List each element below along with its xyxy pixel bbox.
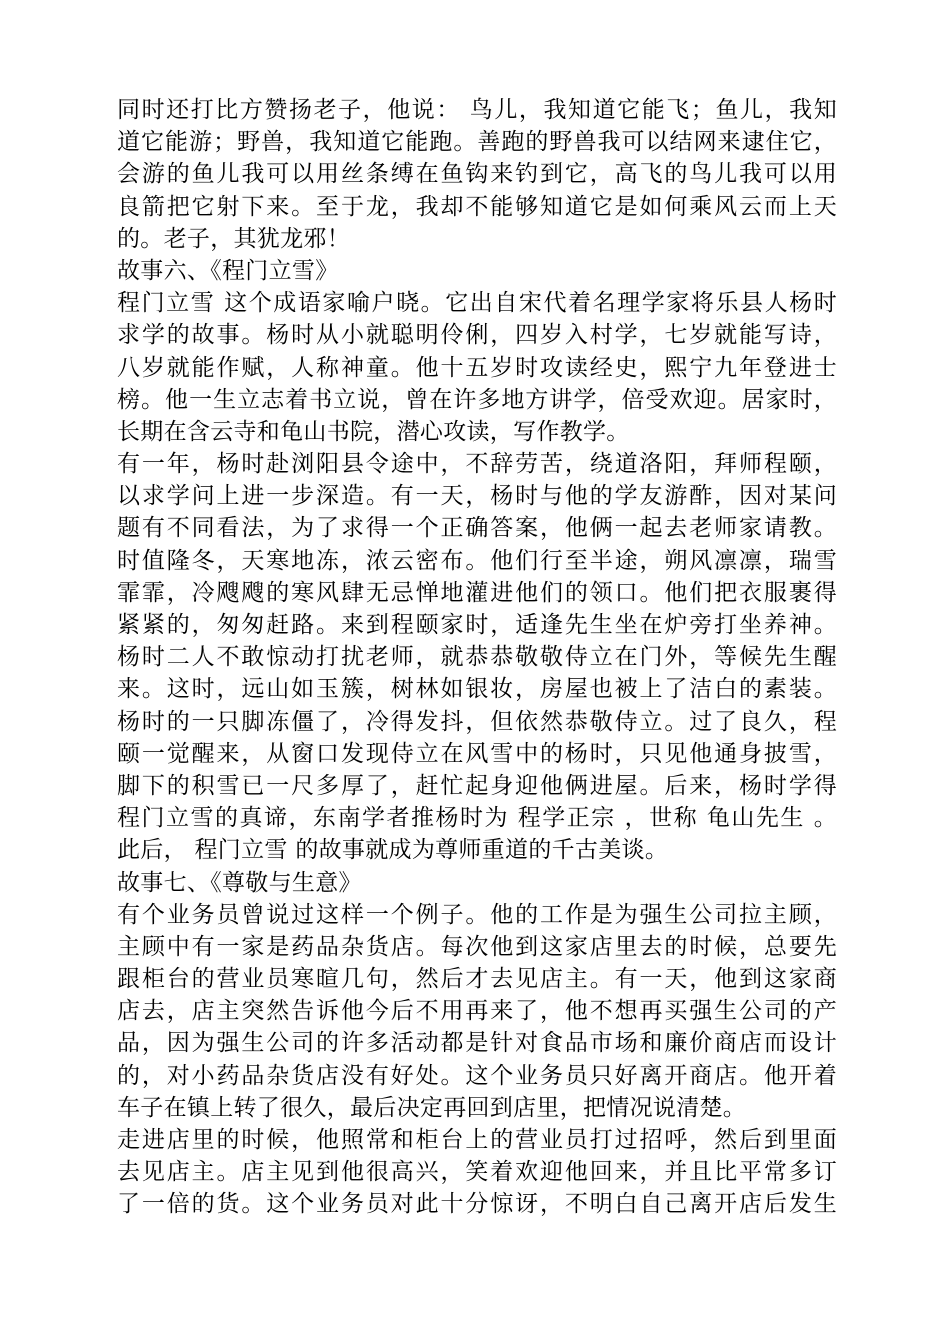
text-line: 程门立雪的真谛，东南学者推杨时为 程学正宗 ，世称 龟山先生 。 [117,805,837,832]
text-line: 良箭把它射下来。至于龙，我却不能够知道它是如何乘风云而上天 [117,193,837,220]
text-line: 以求学问上进一步深造。有一天，杨时与他的学友游酢，因对某问 [117,483,837,510]
text-line: 的。老子，其犹龙邪！ [117,225,350,252]
text-line: 紧紧的，匆匆赶路。来到程颐家时，适逢先生坐在炉旁打坐养神。 [117,612,837,638]
text-line: 此后， 程门立雪 的故事就成为尊师重道的千古美谈。 [117,837,669,864]
text-line: 品，因为强生公司的许多活动都是针对食品市场和廉价商店而设计 [117,1030,837,1057]
text-line: 跟柜台的营业员寒暄几句，然后才去见店主。有一天，他到这家商 [117,966,837,993]
text-line: 道它能游；野兽，我知道它能跑。善跑的野兽我可以结网来逮住它， [117,129,837,156]
text-line: 会游的鱼儿我可以用丝条缚在鱼钩来钓到它，高飞的鸟儿我可以用 [117,161,837,188]
text-line: 主顾中有一家是药品杂货店。每次他到这家店里去的时候，总要先 [117,933,837,960]
section-heading: 故事六、《程门立雪》 [117,257,339,284]
section-heading: 故事七、《尊敬与生意》 [117,869,362,896]
document-body [117,94,837,1221]
text-line: 杨时的一只脚冻僵了，冷得发抖，但依然恭敬侍立。过了良久，程 [117,708,837,735]
text-line: 榜。他一生立志着书立说，曾在许多地方讲学，倍受欢迎。居家时， [117,386,837,413]
text-line: 的，对小药品杂货店没有好处。这个业务员只好离开商店。他开着 [117,1062,837,1089]
text-line: 时值隆冬，天寒地冻，浓云密布。他们行至半途，朔风凛凛，瑞雪 [117,547,837,574]
text-line: 车子在镇上转了很久，最后决定再回到店里，把情况说清楚。 [117,1094,747,1121]
text-line: 题有不同看法，为了求得一个正确答案，他俩一起去老师家请教。 [117,515,837,542]
text-line: 长期在含云寺和龟山书院，潜心攻读，写作教学。 [117,418,630,445]
text-line: 霏霏，冷飕飕的寒风肆无忌惮地灌进他们的领口。他们把衣服裹得 [117,579,837,606]
text-line: 程门立雪 这个成语家喻户晓。它出自宋代着名理学家将乐县人杨时 [117,290,837,317]
text-line: 同时还打比方赞扬老子，他说： 鸟儿，我知道它能飞；鱼儿，我知 [117,97,837,123]
text-line: 了一倍的货。这个业务员对此十分惊讶，不明白自己离开店后发生 [117,1191,837,1218]
text-line: 颐一觉醒来，从窗口发现侍立在风雪中的杨时，只见他通身披雪， [117,740,837,767]
text-line: 走进店里的时候，他照常和柜台上的营业员打过招呼，然后到里面 [117,1127,837,1153]
text-line: 有一年，杨时赴浏阳县令途中，不辞劳苦，绕道洛阳，拜师程颐， [117,451,837,478]
text-line: 求学的故事。杨时从小就聪明伶俐，四岁入村学，七岁就能写诗， [117,322,837,349]
text-line: 脚下的积雪已一尺多厚了，赶忙起身迎他俩进屋。后来，杨时学得 [117,772,837,799]
text-line: 店去，店主突然告诉他今后不用再来了，他不想再买强生公司的产 [117,998,837,1025]
text-line: 杨时二人不敢惊动打扰老师，就恭恭敬敬侍立在门外，等候先生醒 [117,644,837,671]
text-line: 八岁就能作赋，人称神童。他十五岁时攻读经史，熙宁九年登进士 [117,354,837,381]
text-line: 去见店主。店主见到他很高兴，笑着欢迎他回来，并且比平常多订 [117,1159,837,1186]
text-line: 有个业务员曾说过这样一个例子。他的工作是为强生公司拉主顾， [117,901,837,928]
text-line: 来。这时，远山如玉簇，树林如银妆，房屋也被上了洁白的素装。 [117,676,837,703]
